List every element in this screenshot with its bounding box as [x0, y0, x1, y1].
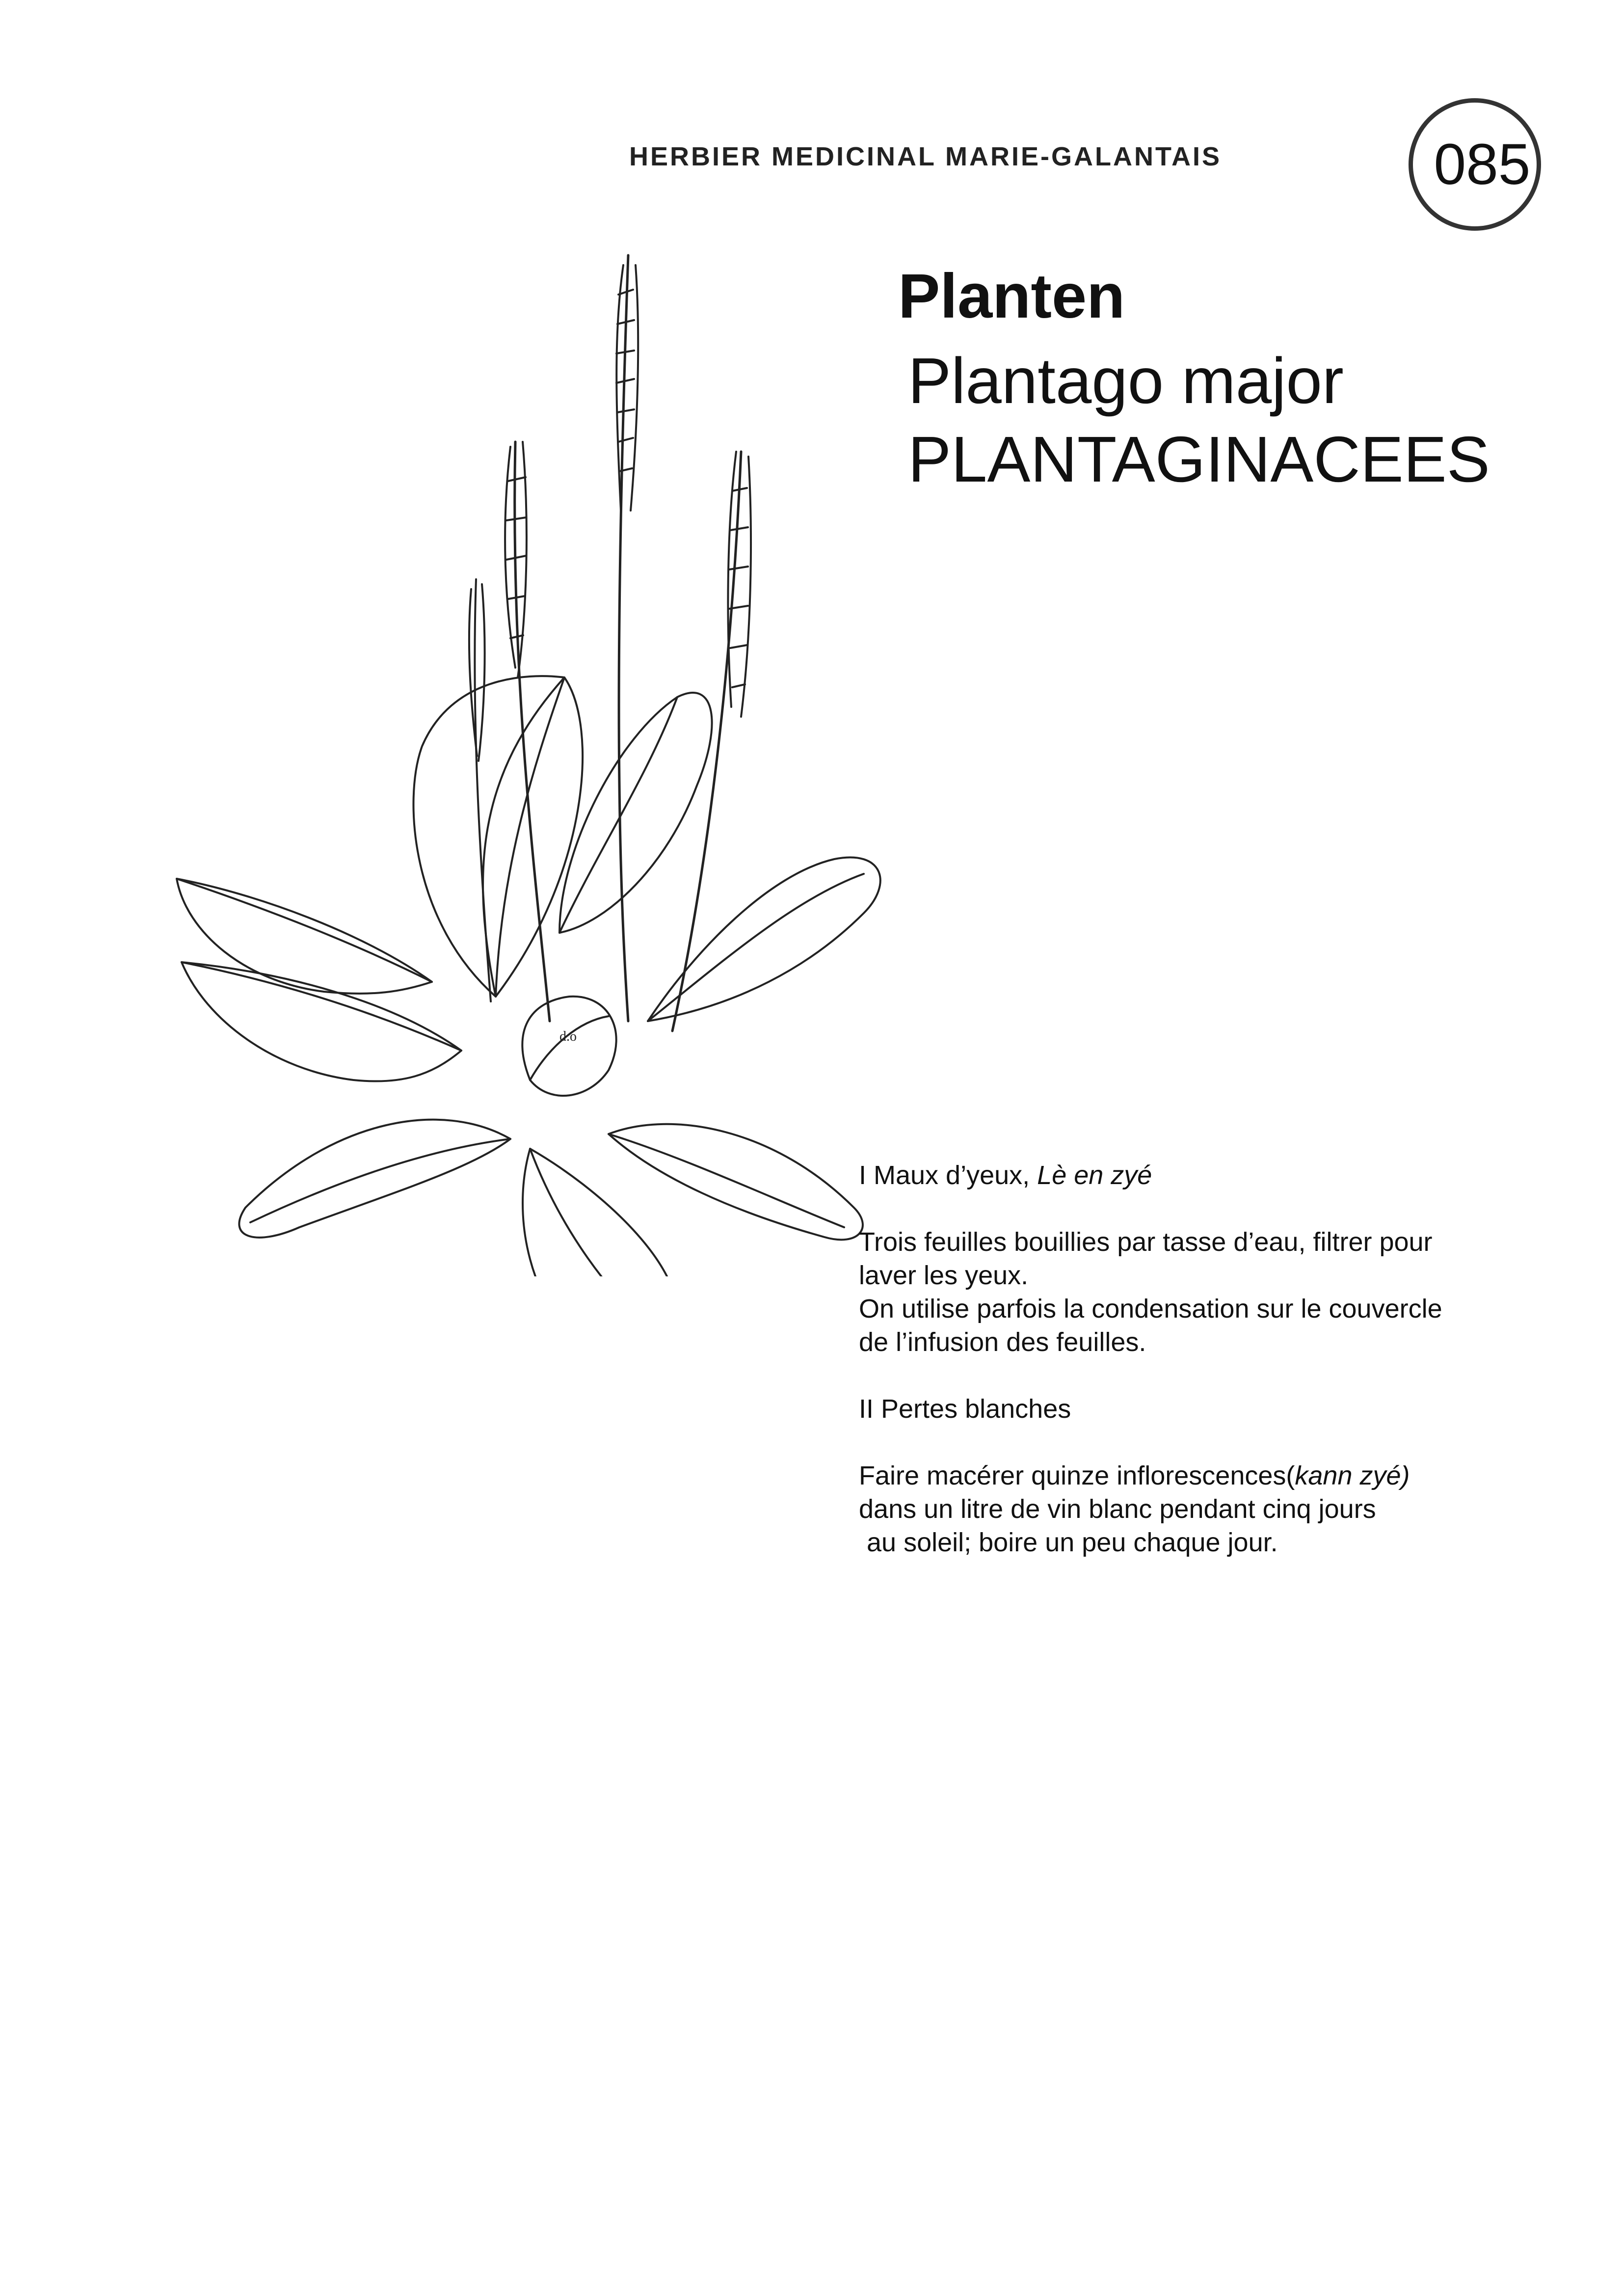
remedy-2-line: dans un litre de vin blanc pendant cinq jours: [859, 1494, 1376, 1524]
remedy-1-heading: I Maux d’yeux, Lè en zyé: [859, 1161, 1152, 1190]
remedy-1-line: laver les yeux.: [859, 1261, 1029, 1290]
remedy-1-line: On utilise parfois la condensation sur le couvercle: [859, 1294, 1442, 1324]
flower-spikes: [469, 255, 751, 1031]
herbarium-title: HERBIER MEDICINAL MARIE-GALANTAIS: [629, 142, 1222, 171]
remedy-2-line: Faire macérer quinze inflorescences(kann zyé): [859, 1461, 1410, 1490]
remedy-1-line: Trois feuilles bouillies par tasse d’eau, filtrer pour: [859, 1227, 1433, 1257]
family-name: PLANTAGINACEES: [908, 423, 1490, 495]
remedy-2-heading: II Pertes blanches: [859, 1394, 1071, 1424]
latin-name: Plantago major: [908, 345, 1344, 417]
remedy-2-line: au soleil; boire un peu chaque jour.: [867, 1528, 1278, 1557]
illustrator-signature: d.o: [559, 1029, 577, 1044]
plantain-illustration: [157, 236, 913, 1276]
leaves: [177, 676, 880, 1276]
page-number-badge: [1409, 98, 1541, 231]
page-number: 085: [1434, 132, 1531, 197]
remedies-text: [859, 1159, 1570, 1559]
remedy-1-line: de l’infusion des feuilles.: [859, 1327, 1146, 1357]
common-name: Planten: [898, 261, 1125, 331]
